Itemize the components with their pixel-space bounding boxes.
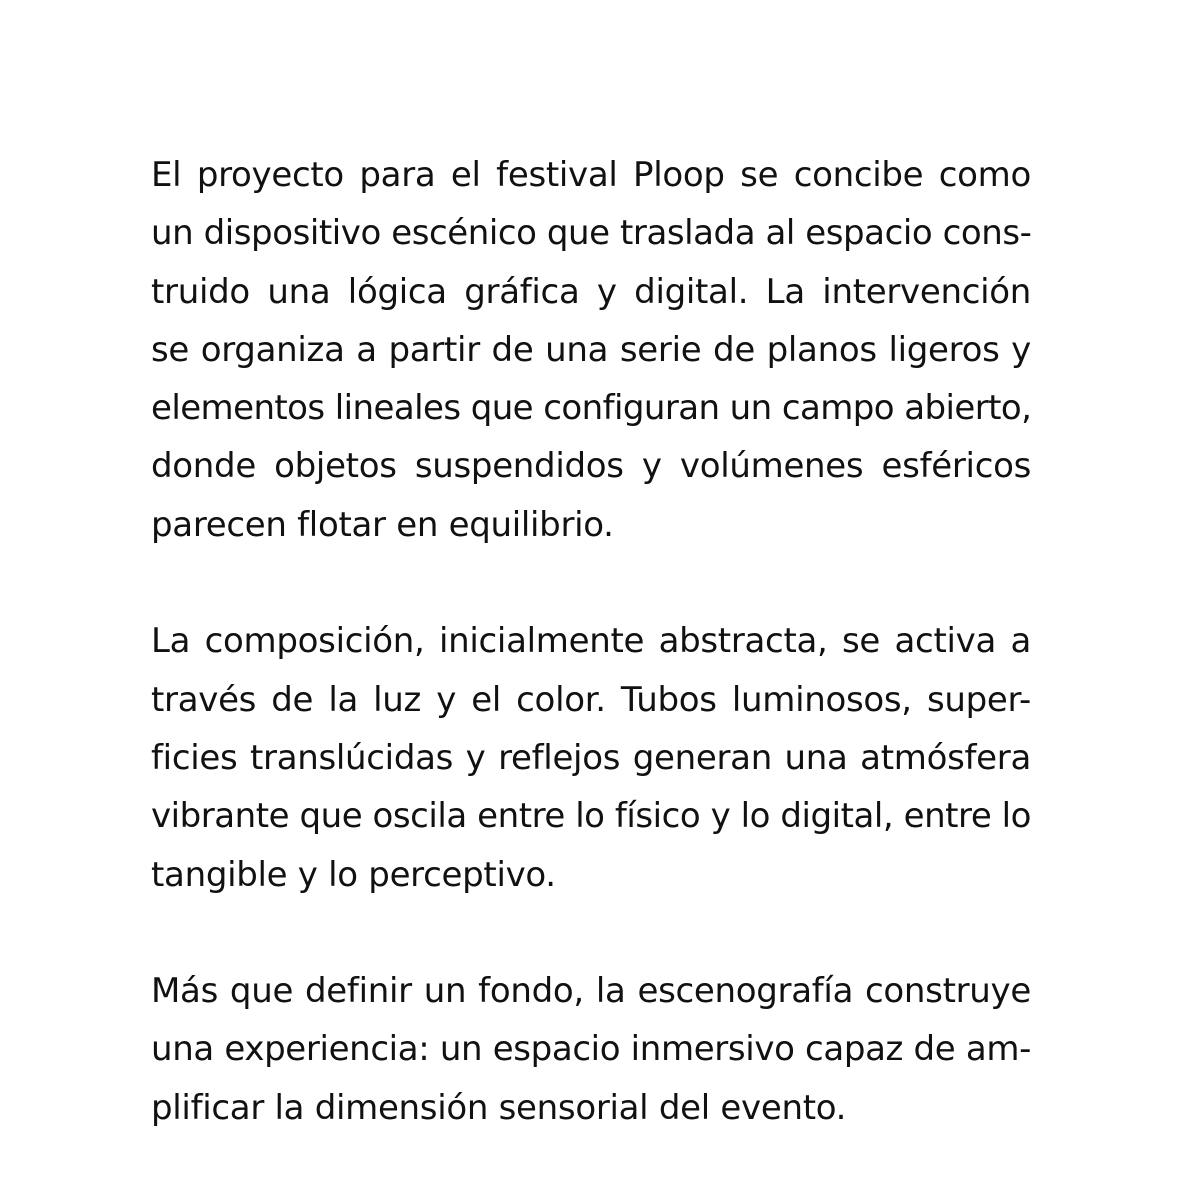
paragraph-1: [151, 146, 1031, 554]
paragraph-line: donde objetos suspendidos y volúmenes esféricos: [151, 446, 1031, 487]
paragraph-2: [151, 612, 1031, 903]
paragraph-line: se organiza a partir de una serie de planos ligeros y: [151, 329, 1031, 370]
paragraph-line: vibrante que oscila entre lo físico y lo digital, entre lo: [151, 796, 1031, 837]
paragraph-line: través de la luz y el color. Tubos luminosos, super-: [151, 679, 1031, 720]
paragraph-line: El proyecto para el festival Ploop se concibe como: [151, 155, 1031, 195]
paragraph-3: [151, 962, 1031, 1137]
paragraph-line: ficies translúcidas y reflejos generan una atmósfera: [151, 737, 1031, 778]
paragraph-line: un dispositivo escénico que traslada al espacio cons-: [151, 213, 1032, 254]
paragraph-line: una experiencia: un espacio inmersivo capaz de am-: [151, 1029, 1031, 1070]
paragraph-line: parecen flotar en equilibrio.: [151, 504, 614, 545]
paragraph-line: Más que definir un fondo, la escenografía construye: [151, 971, 1031, 1012]
paragraph-line: truido una lógica gráfica y digital. La intervención: [151, 271, 1031, 312]
paragraph-line: tangible y lo perceptivo.: [151, 854, 556, 895]
paragraph-line: elementos lineales que configuran un campo abierto,: [151, 388, 1032, 429]
paragraph-line: La composición, inicialmente abstracta, se activa a: [151, 621, 1031, 662]
paragraph-line: plificar la dimensión sensorial del evento.: [151, 1087, 847, 1128]
text-body: [151, 146, 1031, 1137]
